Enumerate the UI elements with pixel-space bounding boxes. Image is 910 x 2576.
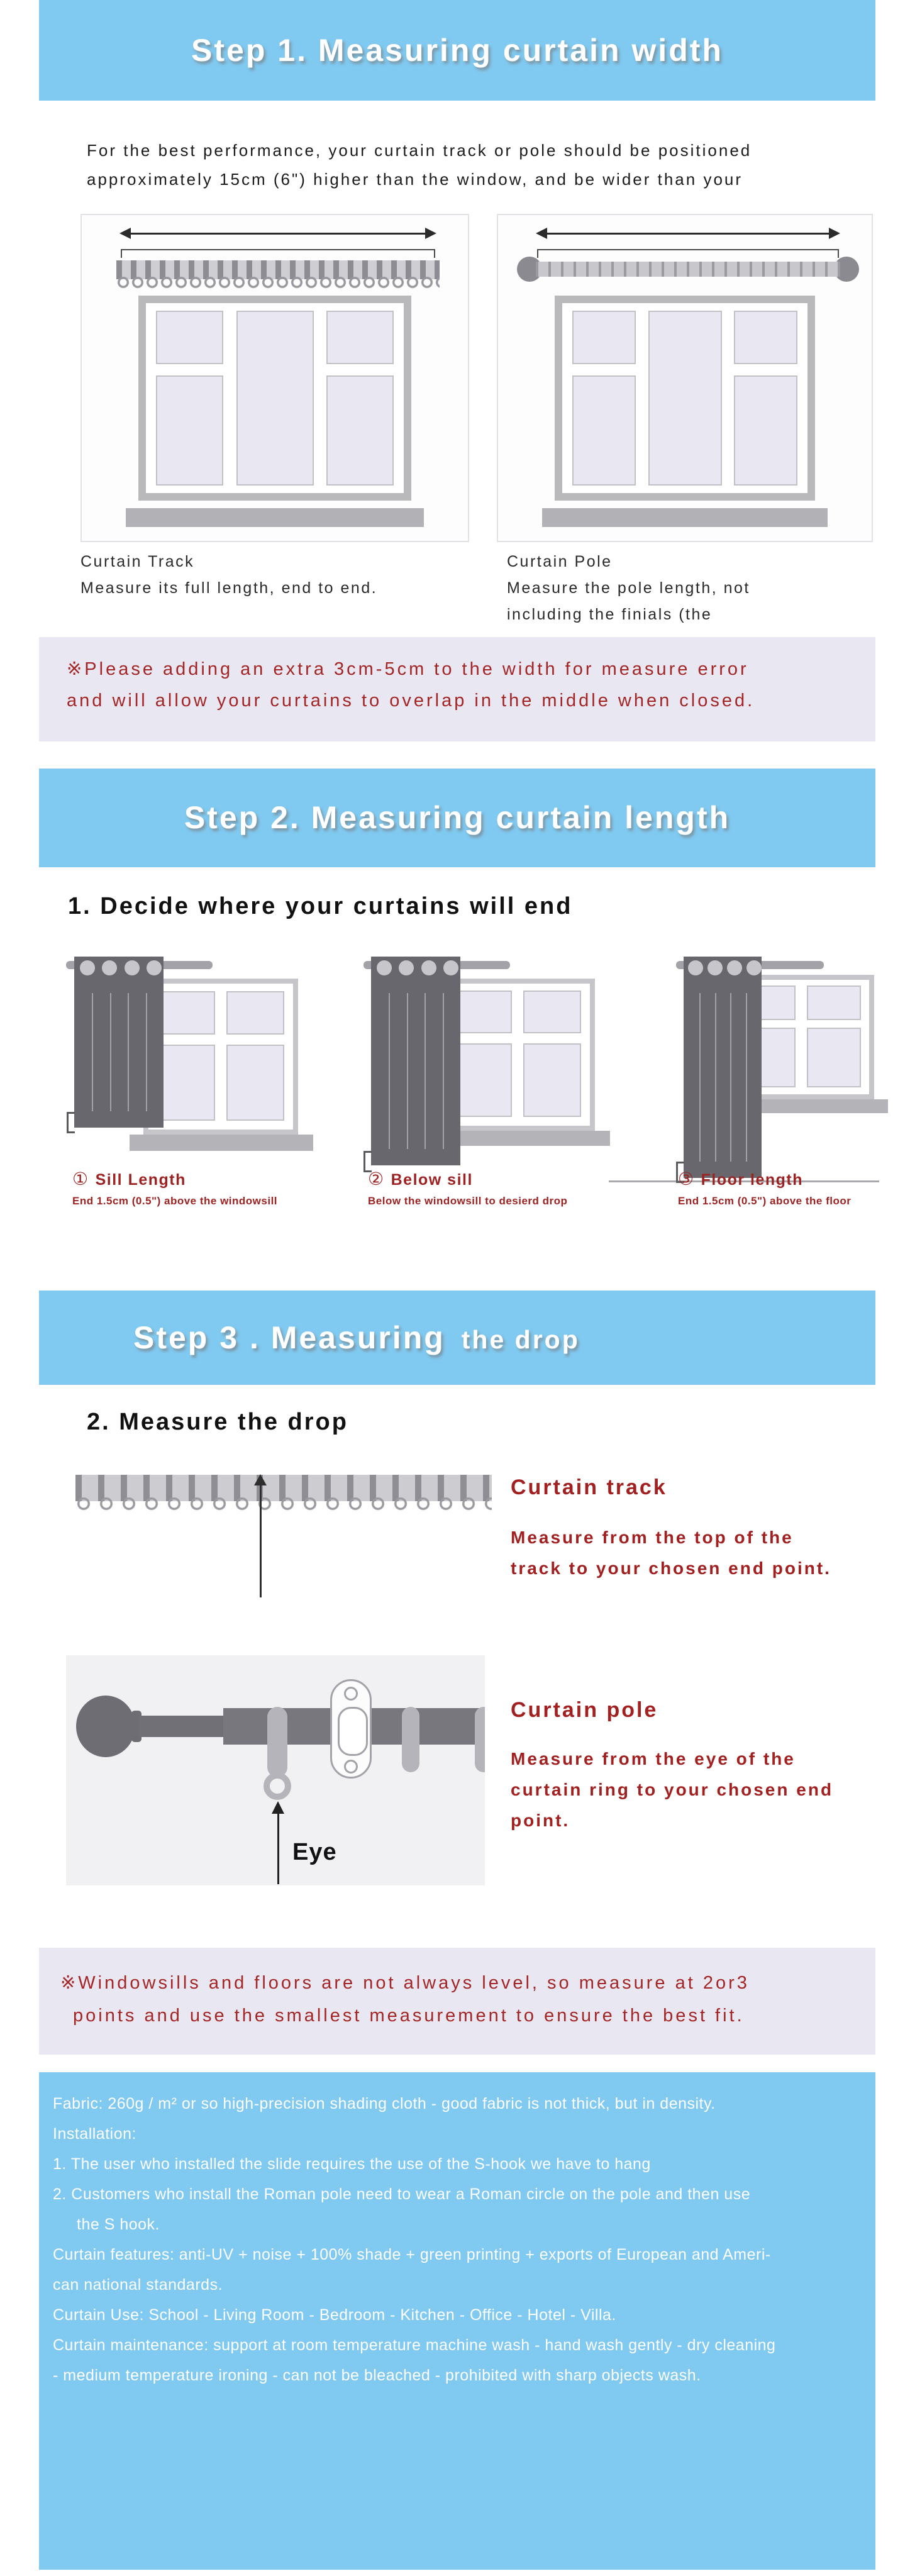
track-measure-title: Curtain track	[511, 1475, 667, 1499]
windowsill	[130, 1135, 313, 1151]
curtain-pole-caption-line2: including the finials (the	[507, 606, 713, 623]
intro-line-1: For the best performance, your curtain track or pole should be positioned	[87, 141, 752, 160]
eye-arrow-head-icon	[272, 1801, 284, 1814]
footer-line: Curtain features: anti-UV + noise + 100% shade + green printing + exports of European and Ameri-	[53, 2246, 771, 2263]
step1-banner-title: Step 1. Measuring curtain width	[191, 33, 723, 68]
curtain-pole-eye-diagram	[66, 1655, 485, 1885]
footer-line: Fabric: 260g / m² or so high-precision shading cloth - good fabric is not thick, but in density.	[53, 2095, 716, 2112]
window-illustration	[440, 979, 595, 1131]
option1-desc: End 1.5cm (0.5") above the windowsill	[72, 1195, 278, 1207]
level-note-line1: ※Windowsills and floors are not always level, so measure at 2or3	[60, 1973, 750, 1993]
bracket-cup-icon	[338, 1707, 368, 1756]
curtain-pole-diagram	[497, 214, 873, 542]
footer-line: can national standards.	[53, 2276, 223, 2294]
step3-heading: 2. Measure the drop	[87, 1409, 348, 1435]
ring-eye-icon	[264, 1772, 291, 1800]
width-arrow-icon	[119, 228, 436, 239]
width-note-line1: ※Please adding an extra 3cm-5cm to the width for measure error	[67, 659, 749, 679]
pole-finial-icon	[76, 1696, 135, 1757]
width-arrow-icon	[536, 228, 840, 239]
option2-number: ②	[368, 1169, 385, 1189]
width-note-line2: and will allow your curtains to overlap in the middle when closed.	[67, 691, 755, 711]
curtain-pole-caption-title: Curtain Pole	[507, 553, 613, 570]
footer-line: Installation:	[53, 2125, 136, 2143]
curtain-track-caption-line: Measure its full length, end to end.	[80, 579, 378, 597]
option3-title: ③ Floor length	[678, 1169, 804, 1189]
track-gliders-icon	[116, 277, 440, 289]
curtain-below-sill-icon	[371, 957, 460, 1165]
option3-number: ③	[678, 1169, 695, 1189]
window-illustration	[555, 296, 815, 501]
footer-line: 1. The user who installed the slide requires the use of the S-hook we have to hang	[53, 2155, 651, 2173]
step1-banner	[39, 0, 875, 101]
step2-banner	[39, 769, 875, 867]
curtain-pole-caption-line1: Measure the pole length, not	[507, 579, 750, 597]
curtain-pole-caption	[507, 548, 750, 628]
curtain-track-caption	[80, 548, 377, 601]
product-info-footer	[39, 2072, 875, 2570]
windowsill	[542, 508, 828, 527]
pole-neck-icon	[139, 1716, 225, 1737]
curtain-track-caption-title: Curtain Track	[80, 553, 195, 570]
measure-arrow-head-icon	[254, 1474, 267, 1485]
step3-banner-subtitle: the drop	[461, 1325, 580, 1354]
pole-measure-body: Measure from the eye of the curtain ring to your chosen end point.	[511, 1749, 834, 1830]
intro-line-2: approximately 15cm (6") higher than the window, and be wider than your	[87, 170, 743, 189]
level-note-line2: points and use the smallest measurement to ensure the best fit.	[73, 2006, 745, 2026]
windowsill	[126, 508, 424, 527]
curtain-ring-icon	[267, 1707, 287, 1777]
bracket-screw-icon	[344, 1760, 358, 1774]
curtain-sill-length-icon	[74, 957, 164, 1128]
track-measure-body: Measure from the top of the track to your chosen end point.	[511, 1528, 831, 1578]
option2-desc: Below the windowsill to desierd drop	[368, 1195, 568, 1207]
bracket-screw-icon	[344, 1687, 358, 1701]
curtain-floor-length-icon	[684, 957, 762, 1178]
step2-heading: 1. Decide where your curtains will end	[68, 893, 573, 919]
footer-line: Curtain Use: School - Living Room - Bedroom - Kitchen - Office - Hotel - Villa.	[53, 2306, 616, 2324]
footer-line: - medium temperature ironing - can not be bleached - prohibited with sharp objects wash.	[53, 2367, 701, 2384]
step3-banner	[39, 1291, 875, 1385]
step3-banner-title: Step 3 . Measuring	[133, 1320, 445, 1355]
track-gliders-icon	[75, 1497, 492, 1511]
option2-title: ② Below sill	[368, 1169, 473, 1189]
option3-desc: End 1.5cm (0.5") above the floor	[678, 1195, 852, 1207]
footer-line: 2. Customers who install the Roman pole need to wear a Roman circle on the pole and then use	[53, 2185, 751, 2203]
pole-measure-title: Curtain pole	[511, 1698, 658, 1722]
step2-banner-title: Step 2. Measuring curtain length	[184, 800, 731, 835]
curtain-ring-icon	[475, 1707, 485, 1772]
step1-intro	[87, 136, 752, 194]
window-illustration	[138, 296, 411, 501]
window-illustration	[143, 979, 298, 1135]
curtain-pole-icon	[536, 262, 840, 277]
option1-title: ① Sill Length	[72, 1169, 186, 1189]
width-note	[39, 637, 875, 741]
width-bracket-icon	[537, 249, 839, 258]
footer-line: Curtain maintenance: support at room temperature machine wash - hand wash gently - dry cleaning	[53, 2336, 776, 2354]
footer-line: the S hook.	[77, 2216, 160, 2233]
measure-end-mark	[67, 1112, 75, 1133]
curtain-ring-icon	[402, 1707, 419, 1772]
eye-label: Eye	[292, 1839, 337, 1865]
curtain-track-diagram	[80, 214, 469, 542]
eye-arrow-icon	[277, 1814, 279, 1884]
option1-number: ①	[72, 1169, 89, 1189]
width-bracket-icon	[121, 249, 435, 258]
level-note	[39, 1948, 875, 2055]
measure-arrow-icon	[260, 1484, 262, 1597]
